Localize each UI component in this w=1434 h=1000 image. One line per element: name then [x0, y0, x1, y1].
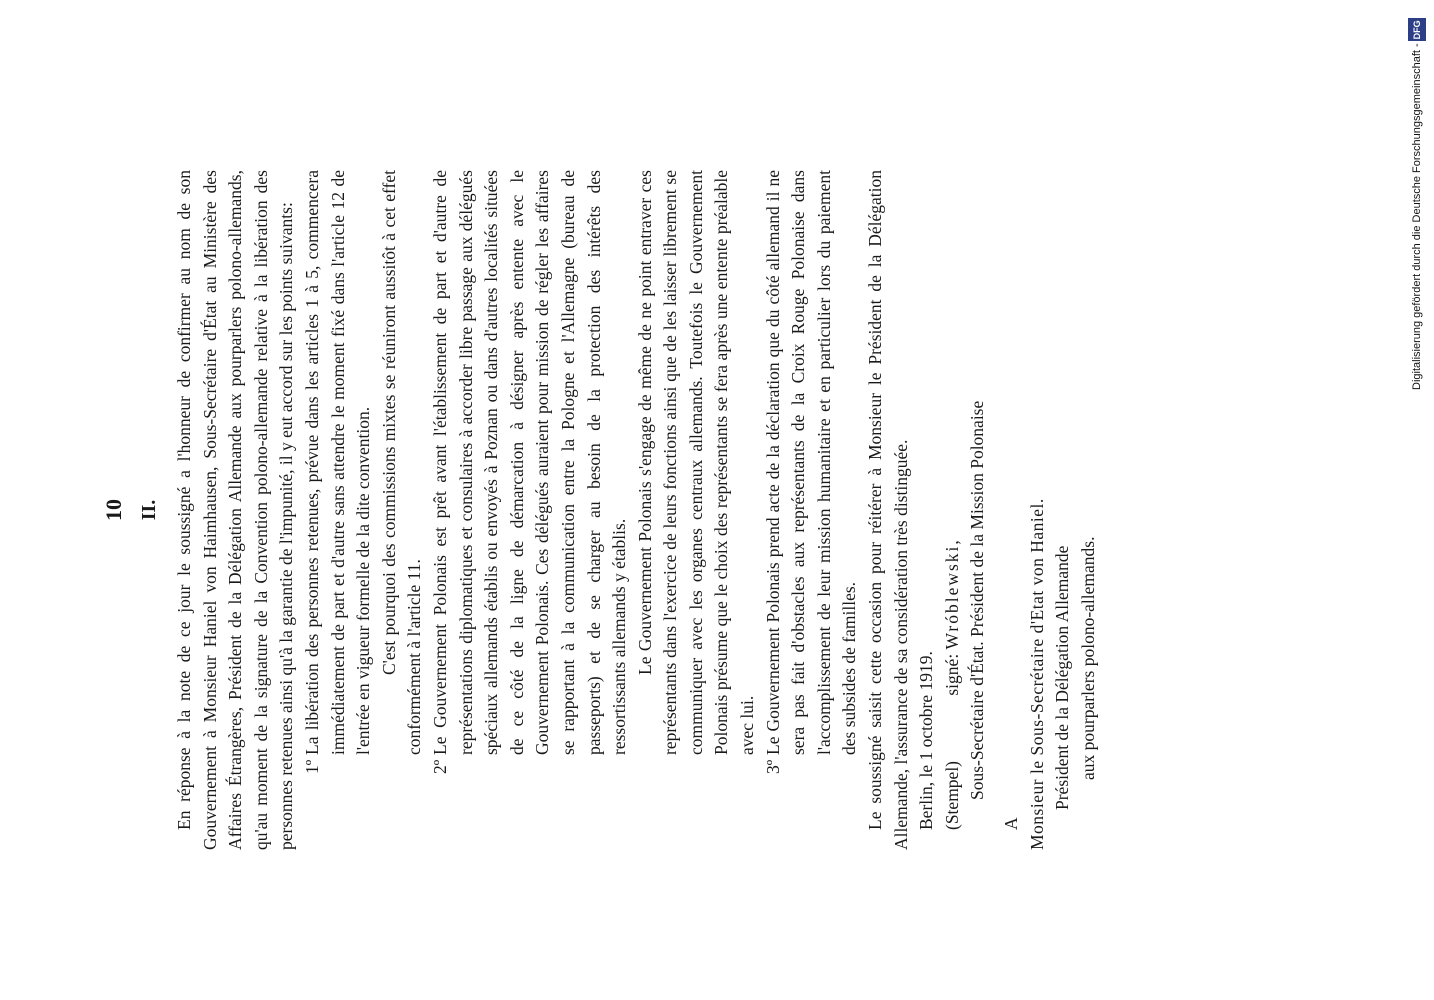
closing-paragraph: Le soussigné saisit cette occasion pour réitérer à Monsieur le Président de la Délégation Allemande, l'assurance de sa considération très distinguée. — [865, 170, 911, 850]
signatory-title: Sous-Secrétaire d'État. Président de la Mission Polonaise — [967, 400, 988, 800]
list-item-3 — [761, 170, 863, 850]
address-a: A — [1001, 817, 1021, 830]
address-line-2: Président de la Délégation Allemande — [1052, 545, 1073, 810]
page-number: 10 — [101, 499, 126, 521]
list-item-number: 1º — [301, 759, 322, 774]
address-line-1-text: Monsieur le Sous-Secrétaire d'Etat von Haniel. — [1026, 498, 1047, 850]
dfg-watermark — [1408, 20, 1426, 390]
date-line: Berlin, le 1 octobre 1919. — [916, 651, 937, 830]
list-item-number: 2º — [429, 759, 450, 774]
list-item-number: 3º — [762, 759, 783, 774]
list-item-text: Le Gouvernement Polonais est prêt avant l'établissement de part et d'autre de représentations diplomatiques et consulaires à accorder libre passage aux délégués spéciaux allemands établis ou envoyés à Poznan ou dans d'autres localités situées de ce côté de la ligne de démarcation à désigner après entente avec le Gouvernement Polonais. Ces délégués auraient pour mission de régler les affaires se rapportant à la communication entre la Pologne et l'Allemagne (bureau de passeports) et de se charger au besoin de la protection des intérêts des ressortissants allemands y établis. — [429, 170, 630, 755]
list-item-text: Le Gouvernement Polonais prend acte de la déclaration que du côté allemand il ne sera pas fait d'obstacles aux représentants de la Croix Rouge Polonaise dans l'accomplissement de leur mission humanitaire et en particulier lors du paiement des subsides de familles. — [762, 170, 860, 755]
address-line-1 — [1025, 170, 1051, 850]
dfg-logo: DFG — [1408, 18, 1426, 41]
section-heading: II. — [138, 499, 160, 521]
watermark-text: Digitalisierung gefördert durch die Deutsche Forschungsgemeinschaft - — [1411, 43, 1423, 390]
signature-line — [940, 170, 966, 850]
list-item-1-continuation: C'est pourquoi des commissions mixtes se réuniront aussitôt à cet effet conformément à l'article 11. — [378, 170, 425, 755]
list-item-text: La libération des personnes retenues, prévue dans les articles 1 à 5, commencera immédiatement de part et d'autre sans attendre le moment fixé dans l'article 12 de l'entrée en vigueur formelle de la dite convention. — [301, 170, 374, 755]
signatory-name: Wróblewski, — [941, 538, 962, 650]
list-item-1 — [300, 170, 377, 850]
signe-label: signé: — [941, 653, 962, 696]
stamp-label: (Stempel) — [941, 760, 962, 830]
address-line-3: aux pourparlers polono-allemands. — [1077, 536, 1098, 780]
list-item-2-continuation: Le Gouvernement Polonais s'engage de même de ne point entraver ces représentants dans l'exercice de leurs fonctions ainsi que de les laisser librement se communiquer avec les organes centraux allemands. Toutefois le Gouvernement Polonais présume que le choix des représentants se fera après une entente préalable avec lui. — [634, 170, 758, 755]
intro-paragraph: En réponse à la note de ce jour le soussigné a l'honneur de confirmer au nom de son Gouvernement à Monsieur Haniel von Haimhausen, Sous-Secrétaire d'État au Ministère des Affaires Étrangères, Président de la Délégation Allemande aux pourparlers polono-allemands, qu'au moment de la signature de la Convention polono-allemande relative à la libération des personnes retenues ainsi qu'à la garantie de l'impunité, il y eut accord sur les points suivants: — [174, 170, 297, 850]
list-item-2 — [428, 170, 633, 850]
rotated-document-page — [100, 170, 1240, 850]
